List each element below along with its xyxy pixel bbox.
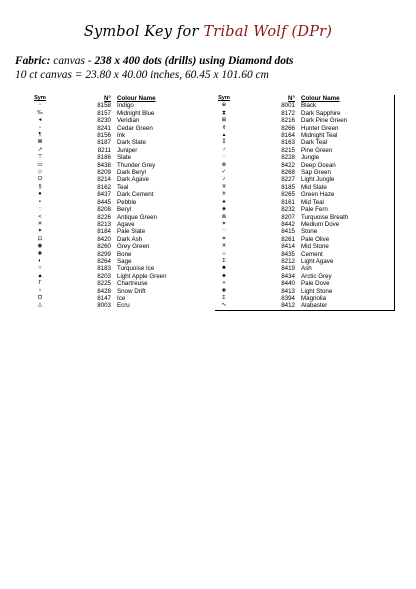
table-row [31, 243, 207, 250]
table-row [31, 162, 207, 169]
colour-name: Pale Fern [301, 206, 328, 214]
table-row [215, 139, 395, 146]
symbol-cell: ▪ [39, 198, 41, 205]
symbol-cell: ⌗ [222, 235, 226, 242]
colour-name: Dark Sapphire [301, 109, 341, 117]
colour-name: Hunter Green [301, 124, 339, 132]
symbol-cell: ✶ [221, 220, 227, 227]
table-row [215, 199, 395, 206]
colour-name: Pine Green [301, 146, 333, 154]
colour-name: Sap Green [301, 169, 331, 177]
colour-name: Veridian [117, 117, 140, 125]
colour-name: Dark Ash [117, 235, 143, 243]
title-lead: Symbol Key for [83, 24, 199, 40]
colour-name: Juniper [117, 146, 138, 154]
symbol-cell: < [38, 213, 42, 220]
colour-number: 8161 [281, 198, 295, 206]
colour-name: Medium Dove [301, 220, 340, 228]
colour-name: Sage [117, 257, 132, 265]
colour-number: 8265 [281, 191, 295, 199]
symbol-cell: ♀ [37, 287, 43, 294]
colour-name: Dark Beryl [117, 169, 146, 177]
colour-name: Pebble [117, 198, 137, 206]
table-row [215, 132, 395, 139]
symbol-cell: ⌂ [222, 250, 226, 257]
colour-name: Bone [117, 250, 132, 258]
colour-number: 8162 [97, 183, 111, 191]
colour-number: 8435 [281, 250, 295, 258]
colour-number: 8001 [281, 102, 295, 110]
colour-number: 8442 [281, 220, 295, 228]
colour-name: Dark Cement [117, 191, 154, 199]
table-row [215, 214, 395, 221]
symbol-table-right [215, 95, 395, 311]
colour-name: Midnight Blue [117, 109, 155, 117]
colour-number: 8214 [97, 176, 111, 184]
colour-name: Dark Agave [117, 176, 149, 184]
table-row [215, 243, 395, 250]
symbol-cell: ✳ [221, 191, 227, 198]
symbol-cell: ♣ [222, 272, 226, 279]
table-row [215, 258, 395, 265]
colour-name: Ice [117, 294, 126, 302]
colour-number: 8158 [97, 102, 111, 110]
header-sym: Sym [218, 95, 230, 101]
colour-number: 8157 [97, 109, 111, 117]
colour-number: 8299 [97, 250, 111, 258]
table-row [215, 191, 395, 198]
symbol-cell: ¢ [222, 124, 226, 131]
symbol-cell: Γ [38, 280, 42, 287]
table-row [31, 288, 207, 295]
table-row [31, 102, 207, 109]
colour-name: Arctic Grey [301, 272, 332, 280]
colour-name: Teal [117, 183, 129, 191]
colour-number: 8225 [97, 280, 111, 288]
symbol-cell: ▫ [39, 124, 41, 131]
colour-number: 8211 [97, 146, 111, 154]
colour-name: Mid Slate [301, 183, 327, 191]
colour-number: 8445 [97, 198, 111, 206]
symbol-cell: ‰ [37, 109, 43, 116]
table-header-row [31, 95, 207, 102]
colour-name: Chartreuse [117, 280, 148, 288]
colour-number: 8147 [97, 294, 111, 302]
colour-name: Dark Teal [301, 139, 328, 147]
colour-name: Beryl [117, 206, 132, 214]
colour-number: 8207 [281, 213, 295, 221]
colour-name: Cement [301, 250, 323, 258]
symbol-cell: ♠ [222, 198, 226, 205]
colour-number: 8213 [97, 220, 111, 228]
table-row [31, 265, 207, 272]
table-row [31, 139, 207, 146]
table-row [31, 184, 207, 191]
symbol-cell: ¥ [222, 183, 226, 190]
colour-name: Pale Dove [301, 280, 330, 288]
table-row [215, 295, 395, 302]
colour-number: 8183 [97, 265, 111, 273]
colour-number: 8266 [281, 124, 295, 132]
header-name: Colour Name [117, 95, 156, 102]
table-row [31, 214, 207, 221]
colour-name: Agave [117, 220, 135, 228]
symbol-cell: ◌ [38, 206, 42, 213]
colour-name: Grey Green [117, 243, 150, 251]
colour-name: Turquoise Breath [301, 213, 349, 221]
colour-number: 8163 [281, 139, 295, 147]
symbol-cell: ✕ [221, 243, 227, 250]
colour-number: 8434 [281, 272, 295, 280]
table-row [215, 302, 395, 310]
symbol-cell: ✚ [37, 250, 43, 257]
table-row [215, 117, 395, 124]
colour-number: 8437 [97, 191, 111, 199]
colour-number: 8232 [281, 206, 295, 214]
colour-number: 8186 [97, 154, 111, 162]
colour-number: 8440 [281, 280, 295, 288]
colour-number: 8420 [97, 235, 111, 243]
fabric-dots: 238 x 400 dots (drills) using Diamond dots [94, 55, 294, 67]
colour-name: Deep Ocean [301, 161, 336, 169]
table-row [31, 125, 207, 132]
symbol-cell: ◦ [39, 102, 41, 109]
header-no: N° [104, 95, 111, 102]
table-row [31, 206, 207, 213]
header-name: Colour Name [301, 95, 340, 102]
table-row [215, 154, 395, 161]
colour-name: Alabaster [301, 302, 328, 310]
header-no: N° [288, 95, 295, 102]
colour-number: 8215 [281, 146, 295, 154]
colour-name: Dark Slate [117, 139, 146, 147]
colour-name: Stone [301, 228, 318, 236]
table-row [31, 132, 207, 139]
table-row [31, 221, 207, 228]
table-header-row [215, 95, 395, 102]
colour-name: Black [301, 102, 317, 110]
table-row [215, 228, 395, 235]
colour-number: 8438 [97, 161, 111, 169]
colour-number: 8260 [97, 243, 111, 251]
colour-number: 8003 [97, 302, 111, 310]
symbol-cell: △ [37, 302, 43, 309]
colour-number: 8208 [97, 206, 111, 214]
table-row [215, 110, 395, 117]
colour-name: Jungle [301, 154, 320, 162]
colour-name: Ash [301, 265, 312, 273]
symbol-cell: ✚ [221, 287, 227, 294]
symbol-cell: ▲ [37, 272, 43, 279]
symbol-cell: ◐ [38, 257, 42, 264]
colour-name: Indigo [117, 102, 134, 110]
canvas-size-line: 10 ct canvas = 23.80 x 40.00 inches, 60.45 x 101.60 cm [15, 69, 269, 81]
colour-name: Light Stone [301, 287, 333, 295]
symbol-cell: ⊗ [221, 161, 227, 168]
symbol-cell: ○ [38, 265, 42, 272]
colour-number: 8241 [97, 124, 111, 132]
symbol-cell: ¶ [38, 132, 42, 139]
table-row [31, 295, 207, 302]
symbol-cell: ◂ [38, 117, 42, 124]
table-row [215, 206, 395, 213]
colour-number: 8261 [281, 235, 295, 243]
symbol-cell: Ω [37, 176, 43, 183]
colour-number: 8164 [281, 132, 295, 140]
colour-number: 8413 [281, 287, 295, 295]
colour-number: 8394 [281, 294, 295, 302]
colour-name: Light Apple Green [117, 272, 167, 280]
colour-number: 8228 [281, 154, 295, 162]
colour-name: Midnight Teal [301, 132, 338, 140]
colour-number: 8268 [281, 169, 295, 177]
symbol-cell: § [38, 183, 42, 190]
fabric-text: canvas - [53, 55, 92, 67]
symbol-cell: + [222, 280, 226, 287]
symbol-cell: ⊤ [37, 154, 43, 161]
symbol-cell: ♪ [222, 176, 226, 183]
symbol-cell: ⊕ [221, 102, 227, 109]
colour-number: 8419 [281, 265, 295, 273]
colour-name: Pale Olive [301, 235, 330, 243]
colour-number: 8187 [97, 139, 111, 147]
table-row [215, 162, 395, 169]
table-row [215, 265, 395, 272]
colour-number: 8216 [281, 117, 295, 125]
table-row [215, 221, 395, 228]
table-row [31, 302, 207, 309]
table-row [31, 154, 207, 161]
symbol-cell: ● [38, 191, 42, 198]
colour-number: 8212 [281, 257, 295, 265]
table-row [31, 110, 207, 117]
table-row [215, 288, 395, 295]
table-row [215, 251, 395, 258]
table-row [215, 184, 395, 191]
table-row [215, 102, 395, 109]
symbol-cell: ♂ [221, 146, 227, 153]
colour-name: Thunder Grey [117, 161, 156, 169]
symbol-cell: ■ [222, 265, 226, 272]
colour-number: 8428 [97, 287, 111, 295]
colour-name: Green Haze [301, 191, 335, 199]
colour-number: 8415 [281, 228, 295, 236]
table-row [215, 125, 395, 132]
symbol-cell: ⋒ [221, 213, 227, 220]
fabric-line [15, 55, 294, 67]
table-row [31, 228, 207, 235]
symbol-cell: ↗ [37, 146, 43, 153]
table-row [31, 251, 207, 258]
colour-number: 8227 [281, 176, 295, 184]
symbol-cell: ▴ [222, 132, 226, 139]
symbol-cell: ∷ [222, 228, 226, 235]
colour-number: 8230 [97, 117, 111, 125]
symbol-cell: ✓ [221, 169, 227, 176]
table-row [31, 273, 207, 280]
colour-name: Turquoise Ice [117, 265, 155, 273]
colour-name: Magnolia [301, 294, 327, 302]
symbol-cell: Σ [222, 257, 226, 264]
header-sym: Sym [34, 95, 46, 101]
table-row [31, 191, 207, 198]
symbol-cell: ☀ [37, 220, 43, 227]
colour-name: Cedar Green [117, 124, 153, 132]
table-row [215, 176, 395, 183]
colour-number: 8203 [97, 272, 111, 280]
colour-name: Light Jungle [301, 176, 335, 184]
symbol-cell: ℧ [37, 294, 43, 301]
colour-name: Ink [117, 132, 126, 140]
symbol-cell: ◇ [37, 169, 43, 176]
table-row [31, 117, 207, 124]
table-row [31, 169, 207, 176]
colour-number: 8412 [281, 302, 295, 310]
colour-number: 8264 [97, 257, 111, 265]
table-row [31, 176, 207, 183]
symbol-cell: ⌘ [37, 139, 43, 146]
colour-number: 8226 [97, 213, 111, 221]
symbol-cell: ✦ [37, 228, 43, 235]
symbol-table-left [31, 95, 207, 310]
colour-name: Mid Teal [301, 198, 324, 206]
symbol-cell: ⁑ [222, 139, 226, 146]
table-row [31, 280, 207, 287]
symbol-cell: ⊡ [37, 235, 43, 242]
symbol-cell: ◉ [37, 243, 43, 250]
colour-name: Light Agave [301, 257, 334, 265]
symbol-cell: ⧗ [222, 109, 226, 116]
colour-number: 8185 [281, 183, 295, 191]
table-row [215, 236, 395, 243]
colour-number: 8172 [281, 109, 295, 117]
colour-name: Antique Green [117, 213, 157, 221]
table-row [31, 199, 207, 206]
colour-name: Slate [117, 154, 132, 162]
symbol-cell: ▭ [37, 161, 43, 168]
symbol-cell: ∿ [221, 302, 227, 309]
colour-number: 8184 [97, 228, 111, 236]
pattern-name: Tribal Wolf (DPr) [203, 24, 333, 40]
colour-name: Ecru [117, 302, 130, 310]
colour-name: Pale Slate [117, 228, 146, 236]
page-title [0, 24, 416, 40]
table-row [31, 236, 207, 243]
table-row [31, 258, 207, 265]
colour-name: Mid Stone [301, 243, 329, 251]
symbol-cell: ∴ [222, 154, 226, 161]
symbol-cell: ◈ [221, 206, 227, 213]
table-row [31, 147, 207, 154]
colour-number: 8156 [97, 132, 111, 140]
symbol-cell: Σ [222, 294, 226, 301]
colour-number: 8209 [97, 169, 111, 177]
fabric-label: Fabric: [15, 55, 51, 67]
colour-name: Snow Drift [117, 287, 146, 295]
colour-name: Dark Pine Green [301, 117, 348, 125]
symbol-cell: ⊞ [221, 117, 227, 124]
colour-number: 8422 [281, 161, 295, 169]
table-row [215, 169, 395, 176]
table-row [215, 273, 395, 280]
table-row [215, 280, 395, 287]
colour-number: 8414 [281, 243, 295, 251]
table-row [215, 147, 395, 154]
